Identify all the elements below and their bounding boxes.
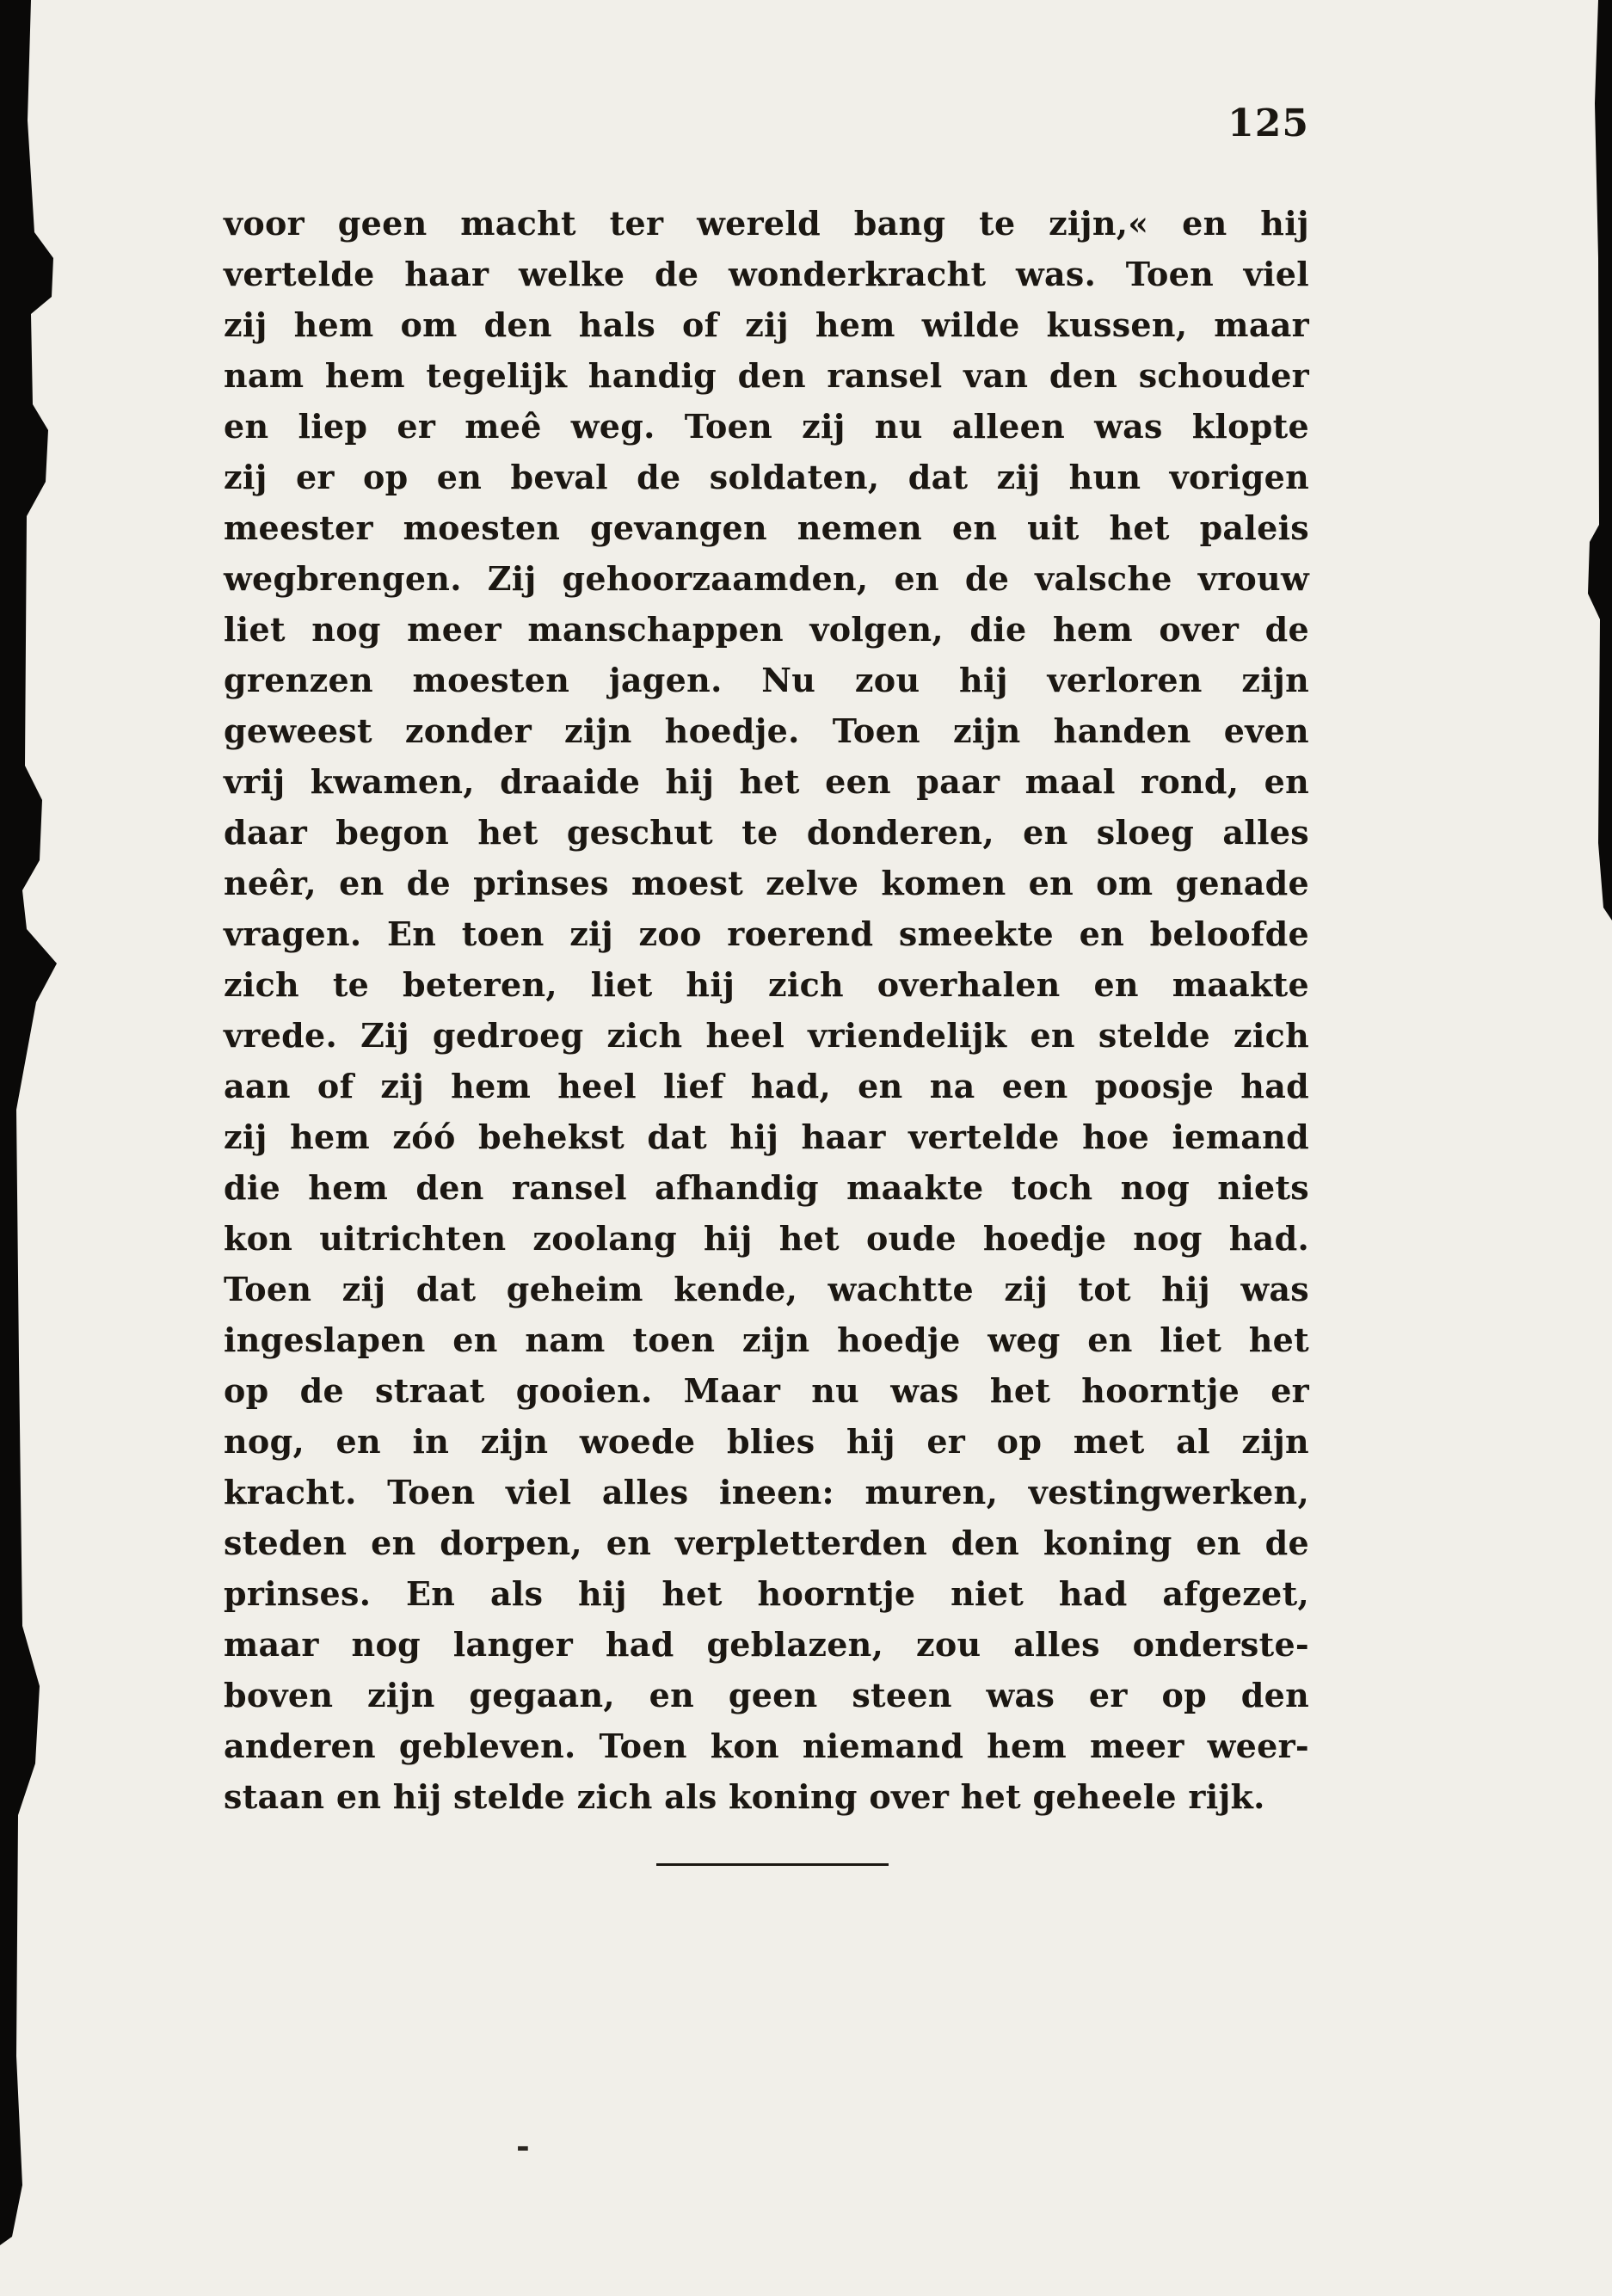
text-line: zich te beteren, liet hij zich overhalen en maakte [224,965,1309,1004]
stray-ink-mark: - [516,2127,530,2165]
text-line: prinses. En als hij het hoorntje niet had afgezet, [224,1574,1309,1613]
text-line: ingeslapen en nam toen zijn hoedje weg en liet het [224,1320,1309,1359]
text-line: boven zijn gegaan, en geen steen was er op den [224,1676,1309,1714]
text-line: zij hem zóó behekst dat hij haar vertelde hoe iemand [224,1117,1309,1156]
text-line: Toen zij dat geheim kende, wachtte zij tot hij was [224,1270,1309,1308]
text-line: die hem den ransel afhandig maakte toch nog niets [224,1168,1309,1207]
text-line: daar begon het geschut te donderen, en sloeg alles [224,813,1309,852]
text-line: kracht. Toen viel alles ineen: muren, vestingwerken, [224,1473,1309,1511]
text-line: nam hem tegelijk handig den ransel van den schouder [224,356,1309,395]
body-text [224,198,1309,1822]
text-line: geweest zonder zijn hoedje. Toen zijn handen even [224,711,1309,750]
text-line: steden en dorpen, en verpletterden den koning en de [224,1523,1309,1562]
text-line: vrede. Zij gedroeg zich heel vriendelijk en stelde zich [224,1016,1309,1055]
text-line: maar nog langer had geblazen, zou alles onderste- [224,1625,1309,1664]
binding-shadow-left-icon [0,0,69,2296]
text-line: zij er op en beval de soldaten, dat zij hun vorigen [224,458,1309,496]
text-line: aan of zij hem heel lief had, en na een poosje had [224,1067,1309,1105]
text-line: neêr, en de prinses moest zelve komen en om genade [224,864,1309,902]
text-line: vertelde haar welke de wonderkracht was. Toen viel [224,255,1309,293]
text-line: nog, en in zijn woede blies hij er op met al zijn [224,1422,1309,1461]
text-line: en liep er meê weg. Toen zij nu alleen was klopte [224,407,1309,446]
page-number: 125 [1227,102,1309,145]
text-line: liet nog meer manschappen volgen, die hem over de [224,610,1309,649]
text-line: vrij kwamen, draaide hij het een paar maal rond, en [224,762,1309,801]
scan-edge-right-icon [1578,0,1612,2296]
text-line: kon uitrichten zoolang hij het oude hoedje nog had. [224,1219,1309,1258]
text-line: meester moesten gevangen nemen en uit het paleis [224,508,1309,547]
text-line: wegbrengen. Zij gehoorzaamden, en de valsche vrouw [224,559,1309,598]
text-line: op de straat gooien. Maar nu was het hoorntje er [224,1371,1309,1410]
text-line: anderen gebleven. Toen kon niemand hem meer weer- [224,1727,1309,1765]
text-line: grenzen moesten jagen. Nu zou hij verloren zijn [224,661,1309,699]
section-divider [656,1863,889,1866]
text-line: staan en hij stelde zich als koning over het geheele rijk. [224,1777,1265,1816]
text-line: zij hem om den hals of zij hem wilde kussen, maar [224,305,1309,344]
text-line: vragen. En toen zij zoo roerend smeekte en beloofde [224,914,1309,953]
text-line: voor geen macht ter wereld bang te zijn,« en hij [224,204,1309,243]
